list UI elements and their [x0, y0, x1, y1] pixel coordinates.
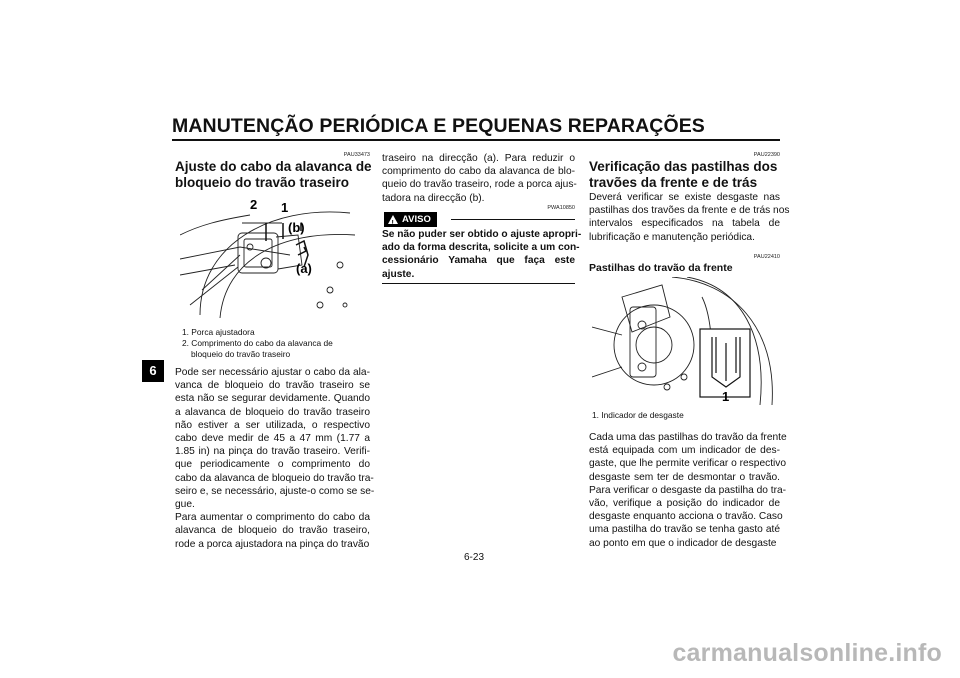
body-paragraph: Pode ser necessário ajustar o cabo da ala- vanca de bloqueio do travão traseiro se esta não se segurar devidamente. Quando a alavanca de bloqueio do travão traseiro não estiver a ser utilizada, o respectivo cabo deve medir de 45 a 47 mm (1.77 a 1.85 in) na pinça do travão traseiro. Verifi- que periodicamente o comprimento do cabo da alavanca de bloqueio do travão tra- seiro e, se necessário, ajuste-o como se se- gue. Para aumentar o comprimento do cabo da alavanca de bloqueio do travão traseiro, rode a porca ajustadora na pinça do travão — [175, 367, 375, 550]
warning-text: Se não puder ser obtido o ajuste apropri- ado da forma descrita, solicite a um con- cessionário Yamaha que faça este ajuste. — [382, 229, 582, 280]
warning-rule-bottom — [382, 283, 575, 284]
watermark: carmanualsonline.info — [672, 639, 942, 667]
figure-caption: 1. Indicador de desgaste — [592, 410, 684, 420]
fig-label-1: 1 — [722, 389, 730, 404]
figure-caption: 1. Porca ajustadora 2. Comprimento do cabo da alavanca de bloqueio do travão traseiro — [182, 327, 333, 359]
subheading: Pastilhas do travão da frente — [589, 262, 733, 274]
body-paragraph: Deverá verificar se existe desgaste nas pastilhas dos travões da frente e de trás nos intervalos especificados na tabela de lubrificação e manutenção periódica. — [589, 192, 790, 243]
warning-badge: ! AVISO — [384, 212, 437, 227]
section-heading: Verificação das pastilhas dos travões da frente e de trás — [589, 159, 778, 190]
warning-icon: ! — [388, 215, 398, 224]
section-code: PAU22410 — [753, 254, 780, 260]
fig-label-a: (a) — [296, 261, 312, 276]
caliper-illustration — [180, 195, 368, 318]
section-code: PAU33473 — [343, 152, 370, 158]
fig-label-1: 1 — [281, 200, 289, 215]
body-paragraph: traseiro na direcção (a). Para reduzir o comprimento do cabo da alavanca de blo- queio do travão traseiro, rode a porca ajus- tadora na direcção (b). — [382, 153, 577, 204]
section-heading: Ajuste do cabo da alavanca de bloqueio do travão traseiro — [175, 159, 372, 190]
page-title: MANUTENÇÃO PERIÓDICA E PEQUENAS REPARAÇÕES — [172, 115, 705, 137]
fig-label-b: (b) — [288, 220, 305, 235]
fig-label-2: 2 — [250, 197, 258, 212]
body-paragraph: Cada uma das pastilhas do travão da frente está equipada com um indicador de des- gaste, que lhe permite verificar o respectivo desgaste sem ter de desmontar o travão. Para verificar o desgaste da pastilha do tra- vão, verifique a posição do indicador de desgaste enquanto acciona o travão. Caso uma pastilha do travão se tenha gasto até ao ponto em que o indicador de desgaste — [589, 432, 787, 549]
warning-code: PWA10850 — [547, 205, 575, 211]
brake-pad-illustration — [592, 277, 780, 405]
section-code: PAU22390 — [753, 152, 780, 158]
chapter-tab: 6 — [142, 360, 164, 382]
page-number: 6-23 — [464, 552, 485, 563]
warning-rule-top — [451, 219, 575, 220]
title-divider — [172, 139, 780, 141]
